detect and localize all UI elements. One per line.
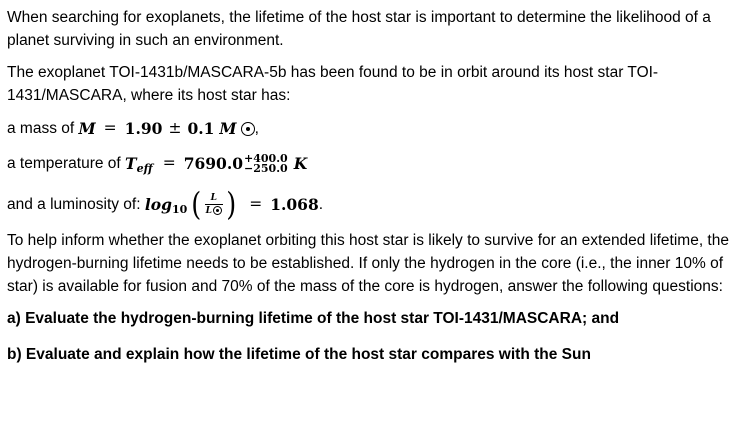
temperature-equals: = bbox=[162, 154, 176, 172]
luminosity-label: and a luminosity of: bbox=[7, 195, 145, 213]
luminosity-numerator: L bbox=[210, 192, 217, 203]
mass-symbol: M bbox=[78, 119, 96, 138]
luminosity-equals: = bbox=[249, 194, 263, 213]
sun-icon bbox=[241, 122, 255, 136]
mass-uncertainty: 0.1 bbox=[187, 119, 215, 138]
intro-paragraph: When searching for exoplanets, the lifetime of the host star is important to determine the likelihood of a planet surviving in such an environment. bbox=[7, 9, 711, 49]
luminosity-trail: . bbox=[318, 195, 324, 213]
mass-line bbox=[7, 117, 740, 140]
question-b: b) Evaluate and explain how the lifetime of the host star compares with the Sun bbox=[7, 346, 591, 363]
luminosity-func: log bbox=[144, 194, 172, 214]
temperature-uncertainty bbox=[244, 151, 288, 175]
luminosity-denominator-wrap bbox=[206, 206, 222, 216]
temperature-lower: −250.0 bbox=[244, 161, 288, 175]
mass-equals: = bbox=[103, 119, 117, 137]
temperature-upper: +400.0 bbox=[244, 151, 288, 165]
temperature-label: a temperature of bbox=[7, 155, 126, 172]
temperature-unit: K bbox=[293, 154, 308, 173]
luminosity-fraction bbox=[205, 193, 223, 216]
sun-icon bbox=[213, 206, 222, 215]
left-paren: ( bbox=[191, 185, 202, 223]
mass-pm: ± bbox=[168, 119, 182, 137]
task-paragraph: To help inform whether the exoplanet orbiting this host star is likely to survive for an extended lifetime, the hydrogen-burning lifetime needs to be established. If only the hydrogen in the core (i.e., the inner 10% of star) is available for fusion and 70% of the mass of the core is hydrogen, answer the following questions: bbox=[7, 232, 729, 295]
planet-info-paragraph: The exoplanet TOI-1431b/MASCARA-5b has been found to be in orbit around its host star TOI-1431/MASCARA, where its host star has: bbox=[7, 64, 659, 104]
temperature-subscript: eff bbox=[136, 162, 153, 175]
fraction-bar bbox=[205, 204, 223, 205]
mass-trail: , bbox=[254, 120, 259, 137]
luminosity-value: 1.068 bbox=[270, 194, 319, 214]
luminosity-base: 10 bbox=[171, 202, 188, 216]
temperature-symbol: T bbox=[125, 154, 137, 173]
mass-value: 1.90 bbox=[124, 119, 163, 138]
question-a: a) Evaluate the hydrogen-burning lifetime of the host star TOI-1431/MASCARA; and bbox=[7, 310, 620, 327]
temperature-value: 7690.0 bbox=[183, 154, 244, 173]
mass-unit: M bbox=[219, 119, 237, 138]
temperature-line bbox=[7, 152, 740, 175]
right-paren: ) bbox=[225, 185, 236, 223]
luminosity-denominator: L bbox=[205, 205, 212, 216]
luminosity-line bbox=[7, 187, 740, 221]
mass-label: a mass of bbox=[7, 120, 79, 137]
